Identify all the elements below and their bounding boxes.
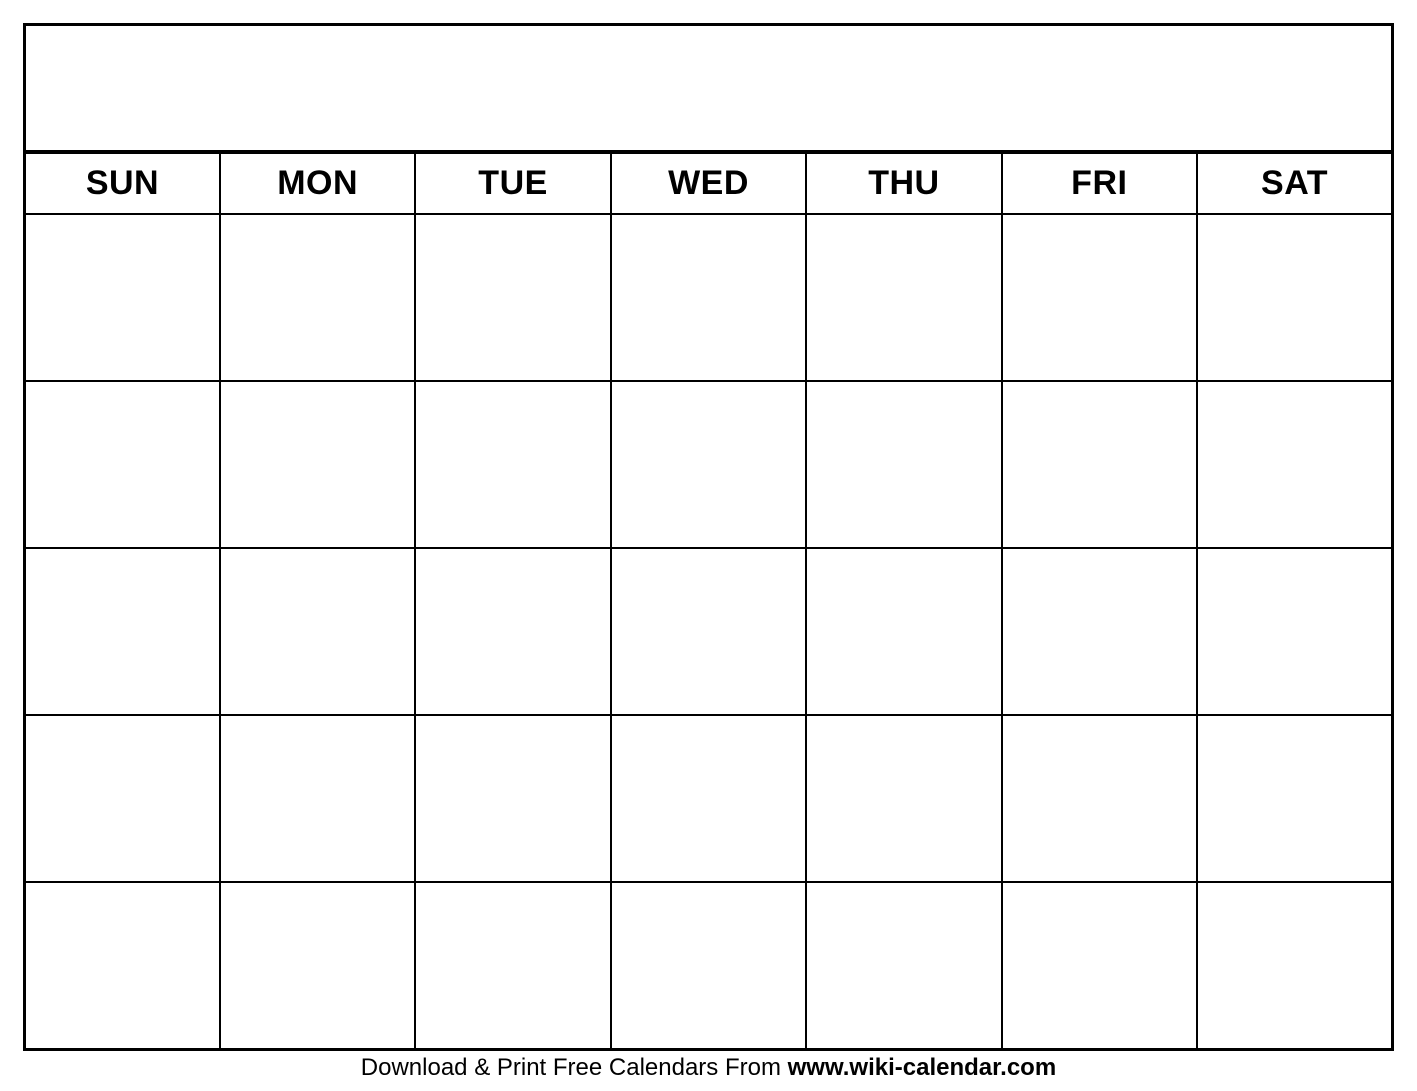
day-cell	[806, 882, 1001, 1049]
calendar	[23, 23, 1394, 1051]
day-cell	[25, 214, 220, 381]
day-cell	[1197, 214, 1392, 381]
day-cell	[1002, 715, 1197, 882]
week-row	[25, 715, 1393, 882]
day-cell	[415, 548, 610, 715]
day-cell	[220, 381, 415, 548]
day-header-mon: MON	[220, 153, 415, 214]
day-cell	[611, 882, 806, 1049]
day-cell	[415, 214, 610, 381]
day-header-fri: FRI	[1002, 153, 1197, 214]
day-cell	[1197, 882, 1392, 1049]
day-cell	[806, 548, 1001, 715]
day-cell	[220, 882, 415, 1049]
day-cell	[1197, 381, 1392, 548]
week-row	[25, 882, 1393, 1049]
day-cell	[415, 882, 610, 1049]
day-header-wed: WED	[611, 153, 806, 214]
day-cell	[611, 548, 806, 715]
day-cell	[806, 214, 1001, 381]
day-cell	[806, 381, 1001, 548]
day-header-sun: SUN	[25, 153, 220, 214]
day-cell	[1002, 548, 1197, 715]
day-cell	[806, 715, 1001, 882]
day-header-sat: SAT	[1197, 153, 1392, 214]
footer-text	[0, 1053, 1417, 1083]
day-header-thu: THU	[806, 153, 1001, 214]
day-cell	[220, 715, 415, 882]
footer-prefix: Download & Print Free Calendars From	[360, 1054, 788, 1081]
day-cell	[25, 548, 220, 715]
day-cell	[25, 715, 220, 882]
day-cell	[220, 548, 415, 715]
day-cell	[220, 214, 415, 381]
day-cell	[25, 882, 220, 1049]
day-cell	[415, 381, 610, 548]
week-row	[25, 548, 1393, 715]
calendar-grid	[23, 152, 1394, 1051]
footer-site-url: www.wiki-calendar.com	[787, 1054, 1057, 1081]
day-cell	[25, 381, 220, 548]
day-header-row	[25, 153, 1393, 214]
day-cell	[1002, 882, 1197, 1049]
day-cell	[611, 715, 806, 882]
calendar-title-box	[23, 23, 1394, 152]
day-cell	[415, 715, 610, 882]
week-row	[25, 381, 1393, 548]
day-header-tue: TUE	[415, 153, 610, 214]
day-cell	[1197, 715, 1392, 882]
day-cell	[611, 381, 806, 548]
week-row	[25, 214, 1393, 381]
day-cell	[1002, 214, 1197, 381]
day-cell	[1197, 548, 1392, 715]
day-cell	[1002, 381, 1197, 548]
day-cell	[611, 214, 806, 381]
